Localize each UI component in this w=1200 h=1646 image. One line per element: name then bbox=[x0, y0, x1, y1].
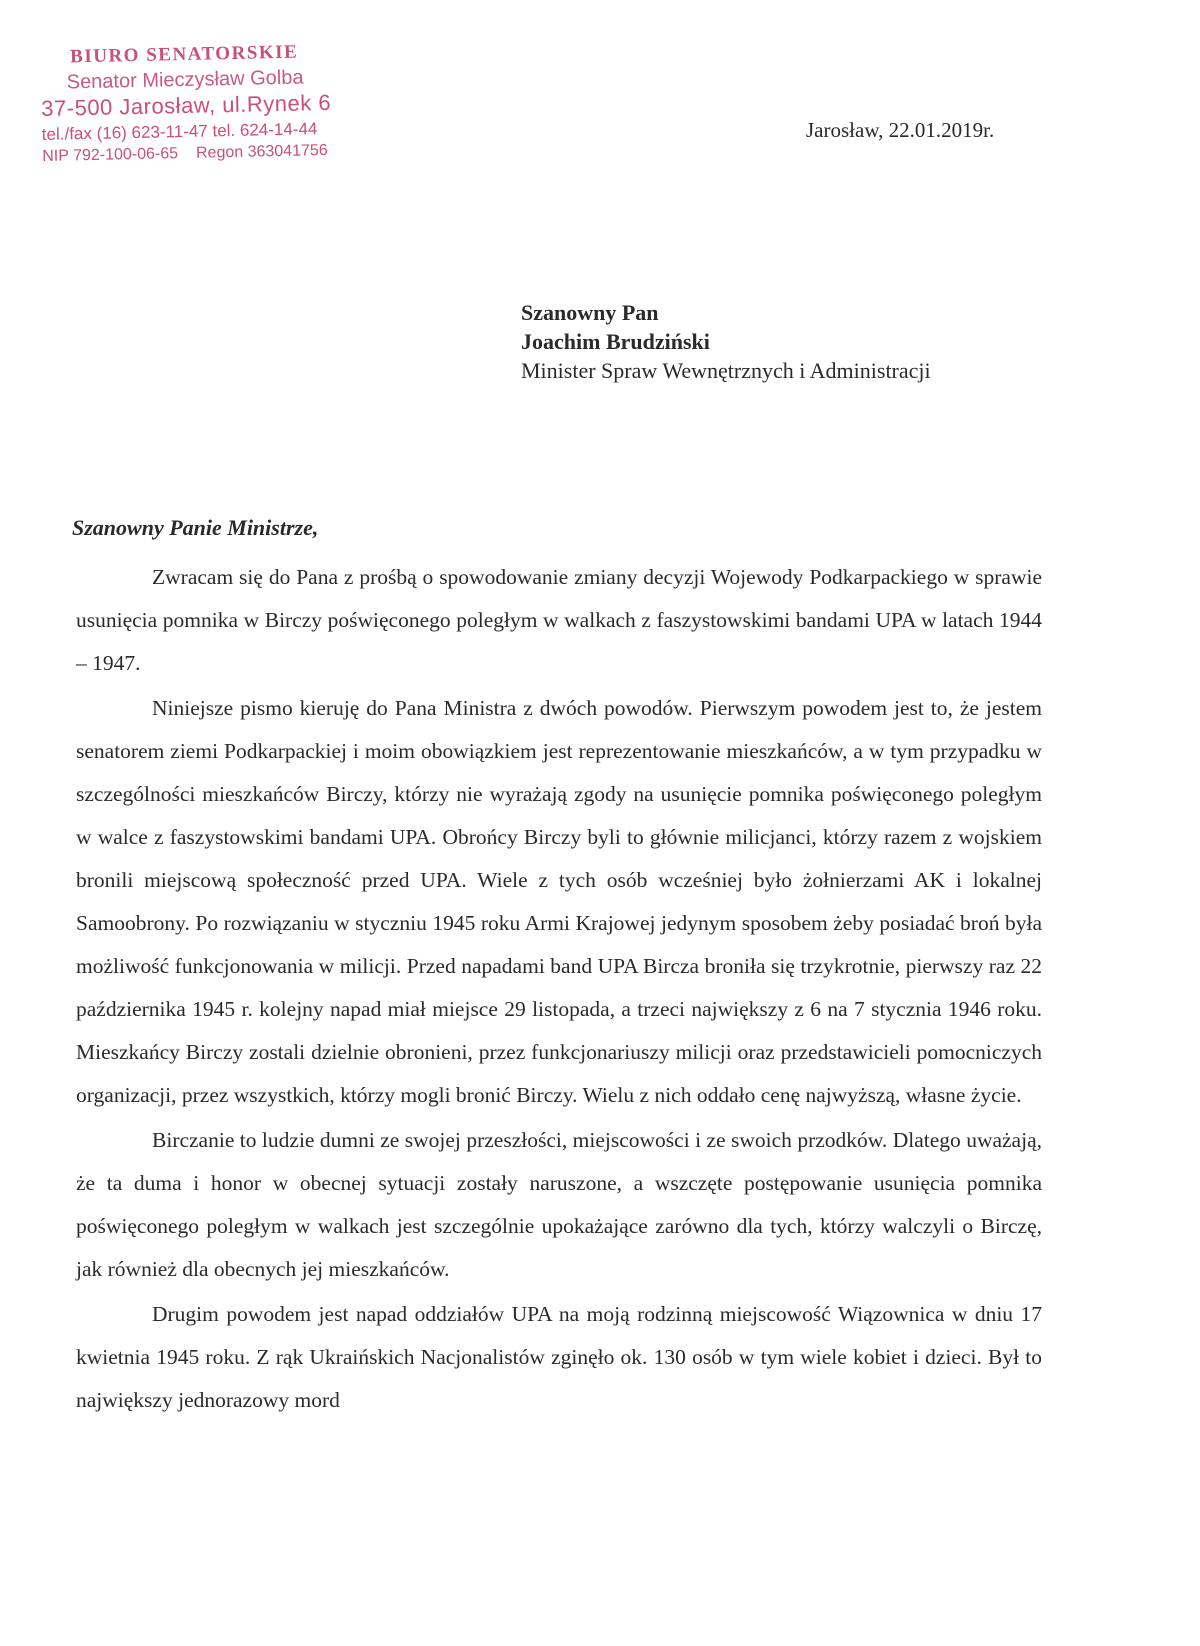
addressee-block bbox=[521, 298, 931, 385]
stamp-nip: NIP 792-100-06-65 bbox=[42, 145, 179, 165]
stamp-address: 37-500 Jarosław, ul.Rynek 6 bbox=[41, 89, 332, 121]
stamp-regon: Regon 363041756 bbox=[195, 141, 328, 162]
office-stamp bbox=[40, 41, 372, 165]
paragraph: Niniejsze pismo kieruję do Pana Ministra z dwóch powodów. Pierwszym powodem jest to, że jestem senatorem ziemi Podkarpackiej i moim obowiązkiem jest reprezentowanie mieszkańców, a w tym przypadku w szczególności mieszkańców Birczy, którzy nie wyrażają zgody na usunięcie pomnika poświęconego poległym w walce z faszystowskimi bandami UPA. Obrońcy Birczy byli to głównie milicjanci, którzy razem z wojskiem bronili miejscową społeczność przed UPA. Wiele z tych osób wcześniej było żołnierzami AK i lokalnej Samoobrony. Po rozwiązaniu w styczniu 1945 roku Armi Krajowej jedynym sposobem żeby posiadać broń była możliwość funkcjonowania w milicji. Przed napadami band UPA Bircza broniła się trzykrotnie, pierwszy raz 22 października 1945 r. kolejny napad miał miejsce 29 listopada, a trzeci największy z 6 na 7 stycznia 1946 roku. Mieszkańcy Birczy zostali dzielnie obronieni, przez funkcjonariuszy milicji oraz przedstawicieli pomocniczych organizacji, przez wszystkich, którzy mogli bronić Birczy. Wielu z nich oddało cenę najwyższą, własne życie. bbox=[76, 696, 1042, 1107]
letter-date: Jarosław, 22.01.2019r. bbox=[806, 118, 995, 142]
stamp-senator-name: Senator Mieczysław Golba bbox=[66, 66, 304, 94]
paragraph: Birczanie to ludzie dumni ze swojej przeszłości, miejscowości i ze swoich przodków. Dlatego uważają, że ta duma i honor w obecnej sytuacji zostały naruszone, a wszczęte postępowanie usunięcia pomnika poświęconego poległym w walkach jest szczególnie upokażające zarówno dla tych, którzy walczyli o Birczę, jak również dla obecnych jej mieszkańców. bbox=[76, 1128, 1042, 1281]
stamp-ids bbox=[42, 142, 372, 165]
addressee-name: Joachim Brudziński bbox=[521, 329, 710, 354]
paragraph: Zwracam się do Pana z prośbą o spowodowanie zmiany decyzji Wojewody Podkarpackiego w sprawie usunięcia pomnika w Birczy poświęconego poległym w walkach z faszystowskimi bandami UPA w latach 1944 – 1947. bbox=[76, 565, 1042, 675]
paragraph: Drugim powodem jest napad oddziałów UPA na moją rodzinną miejscowość Wiązownica w dniu 17 kwietnia 1945 roku. Z rąk Ukraińskich Nacjonalistów zginęło ok. 130 osób w tym wiele kobiet i dzieci. Był to największy jednorazowy mord bbox=[76, 1302, 1042, 1412]
letter-body bbox=[76, 556, 1042, 1424]
stamp-office-name: BIURO SENATORSKIE bbox=[69, 41, 299, 68]
addressee-salutation: Szanowny Pan bbox=[521, 300, 659, 325]
greeting: Szanowny Panie Ministrze, bbox=[72, 515, 319, 540]
addressee-title: Minister Spraw Wewnętrznych i Administracji bbox=[521, 358, 931, 383]
stamp-phone: tel./fax (16) 623-11-47 tel. 624-14-44 bbox=[41, 119, 318, 144]
